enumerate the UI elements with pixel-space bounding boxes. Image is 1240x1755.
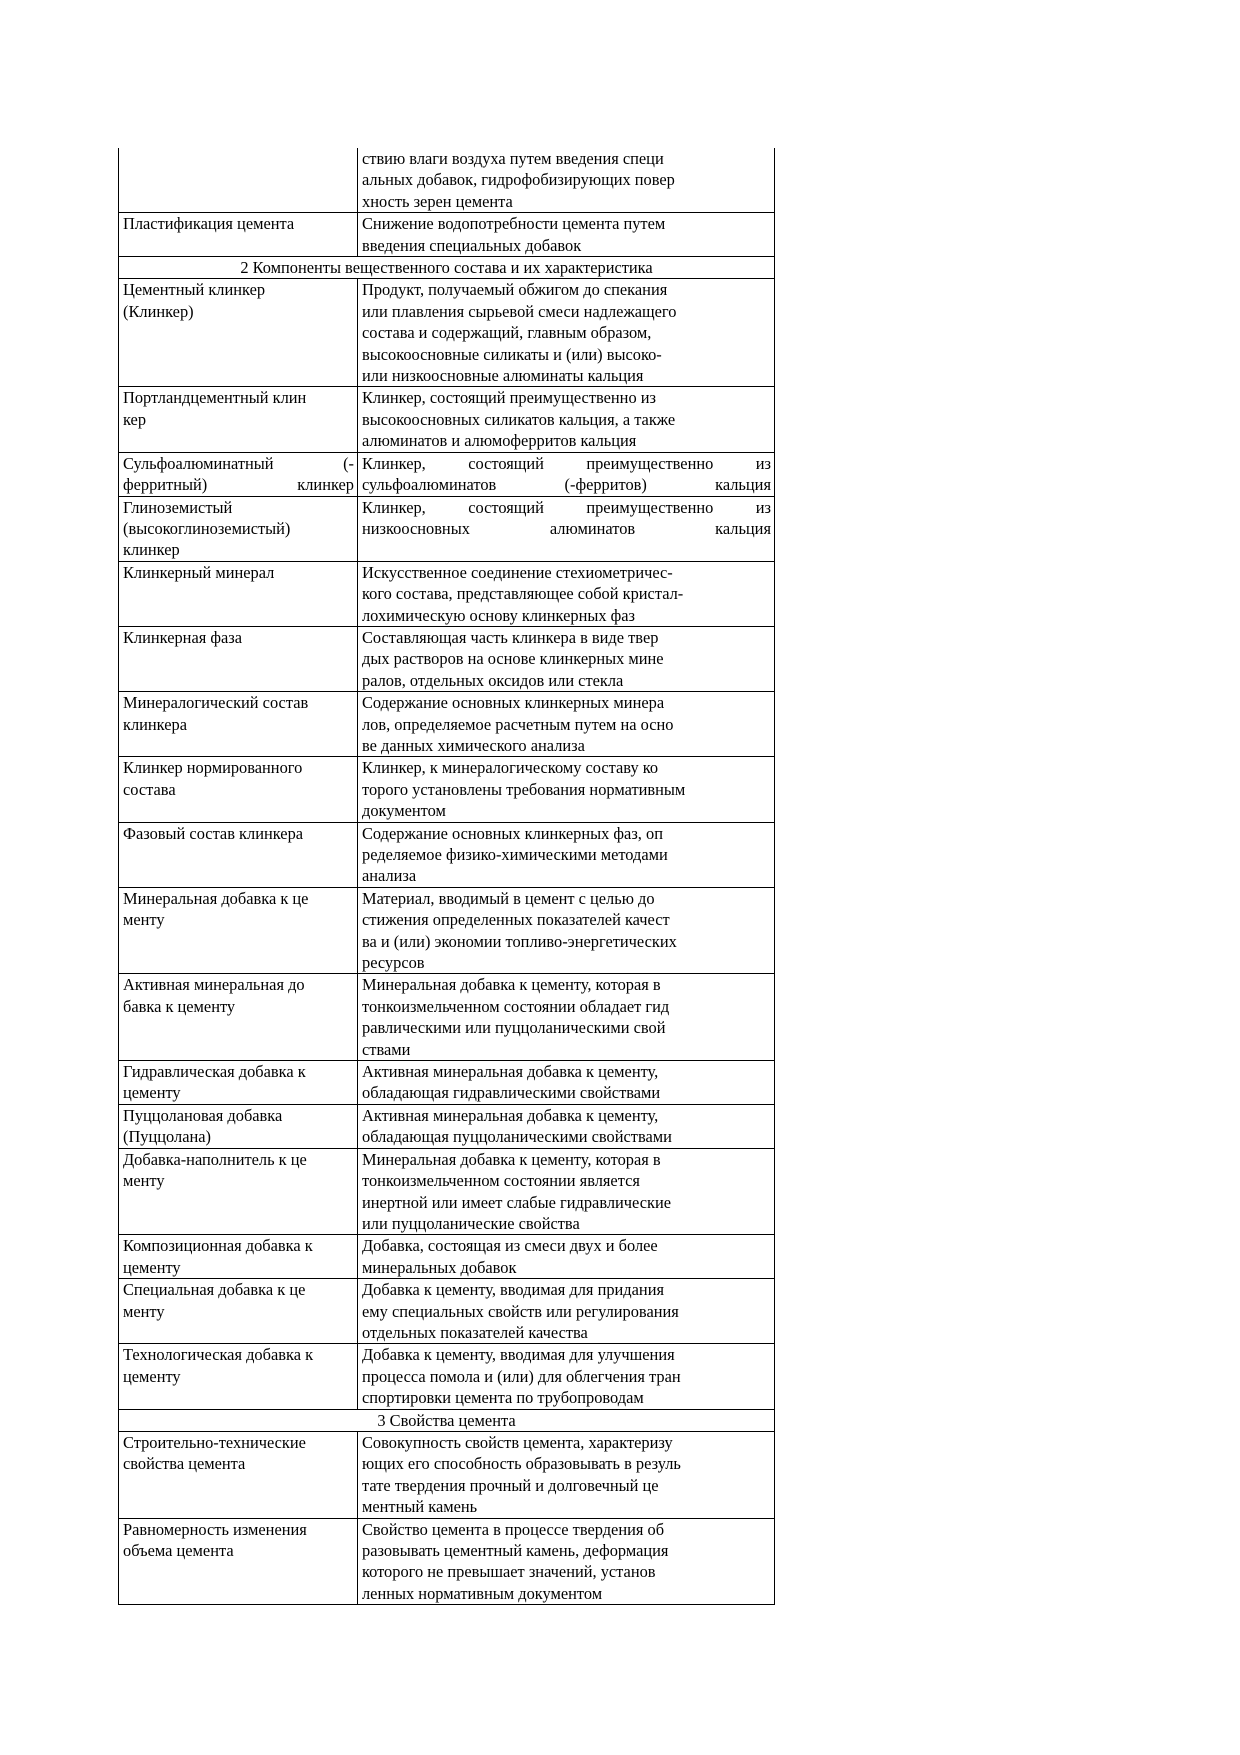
definition-cell [358, 148, 775, 213]
text-line: процесса помола и (или) для облегчения тран [362, 1366, 681, 1386]
section-row-properties [119, 1409, 775, 1431]
table-row [119, 279, 775, 387]
text-line: ментный камень [362, 1497, 478, 1517]
text-line: Материал, вводимый в цемент с целью до [362, 888, 655, 908]
table-row [119, 1061, 775, 1105]
table-row [119, 1344, 775, 1409]
definition-cell [358, 692, 775, 757]
term-cell [119, 561, 358, 626]
text-line: ферритный) клинкер [123, 475, 354, 495]
definition-cell [358, 1148, 775, 1235]
text-line: Пластификация цемента [123, 214, 295, 234]
text-line: (Клинкер) [123, 301, 194, 321]
text-line: Клинкер нормированного [123, 758, 303, 778]
text-line: ему специальных свойств или регулирования [362, 1301, 679, 1321]
text-line: свойства цемента [123, 1454, 246, 1474]
text-line: Клинкерный минерал [123, 562, 275, 582]
text-line: клинкер [123, 540, 180, 560]
text-line: цементу [123, 1366, 181, 1386]
definition-cell [358, 1279, 775, 1344]
text-line: анализа [362, 866, 417, 886]
text-line: или пуццоланические свойства [362, 1213, 580, 1233]
term-cell [119, 1431, 358, 1518]
term-cell [119, 1518, 358, 1605]
text-line: менту [123, 1171, 165, 1191]
text-line: (высокоглиноземистый) [123, 518, 291, 538]
term-cell [119, 452, 358, 496]
text-line: менту [123, 910, 165, 930]
text-line: Минеральная добавка к це [123, 888, 309, 908]
text-line: хность зерен цемента [362, 191, 513, 211]
text-line: минеральных добавок [362, 1257, 517, 1277]
text-line: Клинкер, состоящий преимущественно из [362, 497, 771, 517]
text-line: Сульфоалюминатный (- [123, 453, 354, 473]
text-line: состава и содержащий, главным образом, [362, 323, 652, 343]
text-line: Добавка-наполнитель к це [123, 1149, 307, 1169]
definition-cell [358, 279, 775, 387]
term-cell [119, 1279, 358, 1344]
text-line: Портландцементный клин [123, 388, 307, 408]
text-line: высокоосновных силикатов кальция, а также [362, 409, 676, 429]
definition-cell [358, 1061, 775, 1105]
table-row [119, 561, 775, 626]
text-line: альных добавок, гидрофобизирующих повер [362, 170, 675, 190]
text-line: кого состава, представляющее собой кристал- [362, 584, 684, 604]
text-line: Минералогический состав [123, 693, 309, 713]
text-line: ленных нормативным документом [362, 1583, 603, 1603]
term-cell [119, 887, 358, 974]
definition-cell [358, 974, 775, 1061]
terms-table [118, 148, 775, 1605]
text-line: Активная минеральная добавка к цементу, [362, 1062, 659, 1082]
text-line: Клинкер, к минералогическому составу ко [362, 758, 659, 778]
text-line: цементу [123, 1083, 181, 1103]
text-line: Активная минеральная до [123, 975, 305, 995]
table-row [119, 822, 775, 887]
term-cell [119, 757, 358, 822]
text-line: Составляющая часть клинкера в виде твер [362, 627, 659, 647]
term-cell [119, 213, 358, 257]
text-line: Искусственное соединение стехиометричес- [362, 562, 673, 582]
table-row [119, 1235, 775, 1279]
table-row [119, 496, 775, 561]
text-line: ва и (или) экономии топливо-энергетических [362, 931, 677, 951]
text-line: Активная минеральная добавка к цементу, [362, 1105, 659, 1125]
text-line: Клинкер, состоящий преимущественно из [362, 453, 771, 473]
text-line: бавка к цементу [123, 996, 236, 1016]
text-line: лохимическую основу клинкерных фаз [362, 605, 636, 625]
text-line: тонкоизмельченном состоянии обладает гид [362, 996, 670, 1016]
definition-cell [358, 1235, 775, 1279]
text-line: лов, определяемое расчетным путем на осно [362, 714, 674, 734]
text-line: ресурсов [362, 953, 425, 973]
text-line: Цементный клинкер [123, 280, 266, 300]
text-line: Гидравлическая добавка к [123, 1062, 306, 1082]
definition-cell [358, 387, 775, 452]
text-line: Совокупность свойств цемента, характеризу [362, 1432, 673, 1452]
term-cell [119, 1104, 358, 1148]
text-line: Специальная добавка к це [123, 1280, 306, 1300]
definition-cell [358, 1518, 775, 1605]
text-line: высокоосновные силикаты и (или) высоко- [362, 344, 662, 364]
term-cell [119, 822, 358, 887]
text-line: Равномерность изменения [123, 1519, 307, 1539]
text-line: Добавка к цементу, вводимая для придания [362, 1280, 665, 1300]
text-line: алюминатов и алюмоферритов кальция [362, 431, 637, 451]
term-cell [119, 974, 358, 1061]
table-row [119, 887, 775, 974]
table-row [119, 1104, 775, 1148]
text-line: Содержание основных клинкерных минера [362, 693, 665, 713]
text-line: обладающая гидравлическими свойствами [362, 1083, 661, 1103]
term-cell [119, 1344, 358, 1409]
definition-cell [358, 887, 775, 974]
text-line: Содержание основных клинкерных фаз, оп [362, 823, 663, 843]
text-line: ределяемое физико-химическими методами [362, 845, 668, 864]
definition-cell [358, 213, 775, 257]
text-line: Минеральная добавка к цементу, которая в [362, 975, 661, 995]
term-cell [119, 496, 358, 561]
term-cell [119, 387, 358, 452]
text-line: Клинкер, состоящий преимущественно из [362, 388, 656, 408]
text-line: документом [362, 801, 446, 821]
text-line: Композиционная добавка к [123, 1236, 313, 1256]
text-line: торого установлены требования нормативным [362, 779, 686, 799]
definition-cell [358, 452, 775, 496]
table-row [119, 1431, 775, 1518]
section-row-components [119, 257, 775, 279]
table-row [119, 148, 775, 213]
table-row [119, 1518, 775, 1605]
text-line: менту [123, 1301, 165, 1321]
text-line: Продукт, получаемый обжигом до спекания [362, 280, 668, 300]
definition-cell [358, 757, 775, 822]
section-heading: 3 Свойства цемента [119, 1409, 775, 1431]
text-line: Добавка, состоящая из смеси двух и более [362, 1236, 658, 1256]
table-row [119, 626, 775, 691]
text-line: Глиноземистый [123, 497, 233, 517]
text-line: Минеральная добавка к цементу, которая в [362, 1149, 661, 1169]
text-line: кер [123, 409, 147, 429]
text-line: обладающая пуццоланическими свойствами [362, 1127, 672, 1147]
text-line: спортировки цемента по трубопроводам [362, 1388, 644, 1408]
table-row [119, 1148, 775, 1235]
text-line: клинкера [123, 714, 187, 734]
term-cell [119, 692, 358, 757]
term-cell [119, 148, 358, 213]
term-cell [119, 1148, 358, 1235]
text-line: отдельных показателей качества [362, 1322, 588, 1342]
text-line: состава [123, 779, 176, 799]
text-line: введения специальных добавок [362, 235, 582, 255]
definition-cell [358, 1344, 775, 1409]
table-row [119, 213, 775, 257]
table-row [119, 974, 775, 1061]
table-row [119, 757, 775, 822]
term-cell [119, 279, 358, 387]
text-line: ющих его способность образовывать в резуль [362, 1454, 681, 1474]
text-line: разовывать цементный камень, деформация [362, 1541, 669, 1560]
definition-cell [358, 561, 775, 626]
text-line: низкоосновных алюминатов кальция [362, 518, 771, 538]
text-line: ствами [362, 1039, 411, 1059]
text-line: равлическими или пуццоланическими свой [362, 1018, 666, 1038]
table-row [119, 1279, 775, 1344]
table-row [119, 387, 775, 452]
table-row [119, 452, 775, 496]
text-line: Фазовый состав клинкера [123, 823, 304, 843]
text-line: цементу [123, 1257, 181, 1277]
text-line: которого не превышает значений, установ [362, 1562, 656, 1582]
definition-cell [358, 1431, 775, 1518]
text-line: или плавления сырьевой смеси надлежащего [362, 301, 677, 321]
text-line: инертной или имеет слабые гидравлические [362, 1192, 672, 1212]
definition-cell [358, 822, 775, 887]
table-row [119, 692, 775, 757]
term-cell [119, 1061, 358, 1105]
text-line: Снижение водопотребности цемента путем [362, 214, 666, 234]
text-line: сульфоалюминатов (-ферритов) кальция [362, 475, 771, 495]
section-heading: 2 Компоненты вещественного состава и их характеристика [119, 257, 775, 279]
text-line: ве данных химического анализа [362, 735, 585, 755]
text-line: дых растворов на основе клинкерных мине [362, 649, 664, 669]
text-line: или низкоосновные алюминаты кальция [362, 366, 644, 386]
text-line: ствию влаги воздуха путем введения специ [362, 149, 664, 168]
text-line: ралов, отдельных оксидов или стекла [362, 670, 624, 690]
text-line: тонкоизмельченном состоянии является [362, 1171, 640, 1191]
text-line: стижения определенных показателей качест [362, 910, 670, 930]
text-line: Строительно-технические [123, 1432, 306, 1452]
text-line: объема цемента [123, 1541, 234, 1560]
text-line: Свойство цемента в процессе твердения об [362, 1519, 665, 1539]
definition-cell [358, 1104, 775, 1148]
terms-table-body [119, 148, 775, 1605]
text-line: Пуццолановая добавка [123, 1105, 283, 1125]
text-line: Технологическая добавка к [123, 1345, 314, 1365]
text-line: (Пуццолана) [123, 1127, 211, 1147]
text-line: тате твердения прочный и долговечный це [362, 1475, 659, 1495]
definition-cell [358, 626, 775, 691]
text-line: Клинкерная фаза [123, 627, 243, 647]
definition-cell [358, 496, 775, 561]
term-cell [119, 1235, 358, 1279]
text-line: Добавка к цементу, вводимая для улучшения [362, 1345, 675, 1365]
term-cell [119, 626, 358, 691]
